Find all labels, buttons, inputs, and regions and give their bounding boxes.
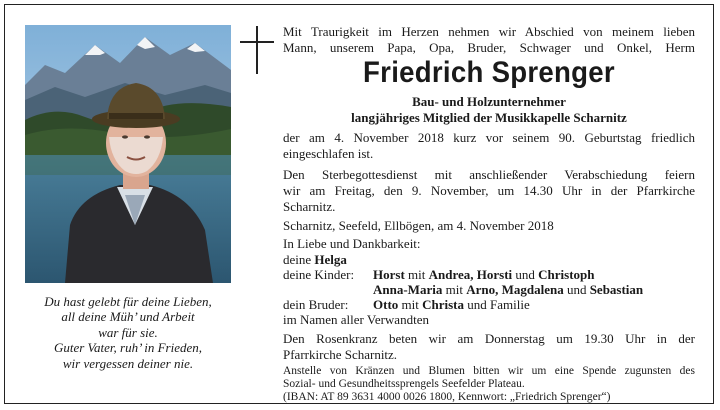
donation-line: Sozial- und Gesundheitssprengels Seefelder Plateau.	[283, 378, 525, 390]
brother-line	[283, 297, 530, 312]
donation-line: Anstelle von Kränzen und Blumen bitten wir um eine Spende zugunsten des	[283, 365, 695, 377]
connector: und	[563, 282, 590, 297]
brother-name: Otto	[373, 297, 399, 312]
child-name: Horst	[373, 267, 405, 282]
family-names: Andrea, Horsti	[428, 267, 513, 282]
membership: langjähriges Mitglied der Musikkapelle Scharnitz	[351, 110, 627, 125]
poem-line: war für sie.	[98, 324, 158, 340]
profession: Bau- und Holzunternehmer	[412, 94, 566, 109]
deceased-name: Friedrich Sprenger	[363, 56, 615, 89]
service-line: Den Sterbegottesdienst mit anschließender Verabschiedung feiern	[283, 167, 695, 182]
intro-line: Mann, unserem Papa, Opa, Bruder, Schwager und Onkel, Herm	[283, 40, 695, 55]
memorial-poem	[10, 294, 246, 371]
family-names: Christa	[422, 297, 465, 312]
rosary-line: Pfarrkirche Scharnitz.	[283, 347, 398, 362]
kids-line	[283, 282, 643, 297]
connector: mit	[404, 267, 429, 282]
death-line: der am 4. November 2018 kurz vor seinem 90. Geburtstag friedlich	[283, 130, 695, 145]
relatives-line: im Namen aller Verwandten	[283, 312, 429, 327]
cross-icon	[240, 26, 274, 79]
connector: mit	[398, 297, 423, 312]
poem-line: all deine Müh’ und Arbeit	[61, 309, 195, 325]
kids-label: deine Kinder:	[283, 267, 355, 282]
family-names: Sebastian	[589, 282, 644, 297]
wife-label: deine	[283, 252, 315, 267]
portrait-photo	[25, 25, 231, 283]
family-names: Arno, Magdalena	[466, 282, 564, 297]
service-line: Scharnitz.	[283, 199, 336, 214]
service-line: wir am Freitag, den 9. November, um 14.30 Uhr in der Pfarrkirche	[283, 183, 695, 198]
wife-line	[283, 252, 347, 267]
brother-label: dein Bruder:	[283, 297, 349, 312]
connector: und Familie	[464, 297, 530, 312]
donation-line: (IBAN: AT 89 3631 4000 0026 1800, Kennwort: „Friedrich Sprenger“)	[283, 391, 611, 403]
intro-line: Mit Traurigkeit im Herzen nehmen wir Abschied von meinem lieben	[283, 24, 695, 39]
poem-line: wir vergessen deiner nie.	[62, 355, 194, 371]
child-name: Anna-Maria	[373, 282, 443, 297]
rosary-line: Den Rosenkranz beten wir am Donnerstag um 19.30 Uhr in der	[283, 331, 695, 346]
love-line: In Liebe und Dankbarkeit:	[283, 236, 421, 251]
death-line: eingeschlafen ist.	[283, 146, 374, 161]
place-date: Scharnitz, Seefeld, Ellbögen, am 4. November 2018	[283, 218, 554, 233]
connector: und	[512, 267, 539, 282]
poem-line: Guter Vater, ruh’ in Frieden,	[53, 340, 203, 356]
kids-line	[283, 267, 595, 282]
family-names: Christoph	[538, 267, 595, 282]
connector: mit	[442, 282, 467, 297]
poem-line: Du hast gelebt für deine Lieben,	[44, 294, 212, 309]
wife-name: Helga	[314, 252, 347, 267]
